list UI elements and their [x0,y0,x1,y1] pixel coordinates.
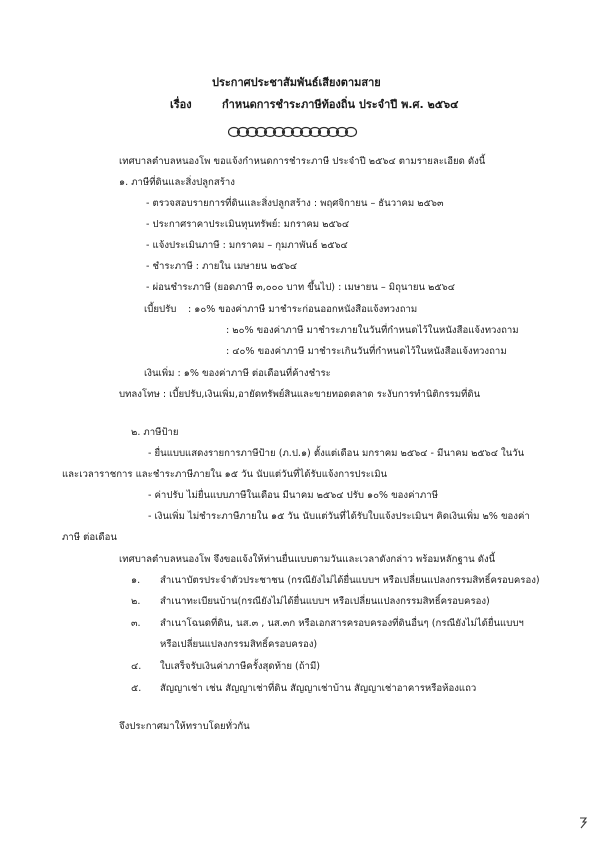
subject-label: เรื่อง [170,98,192,111]
document-item: สำเนาโฉนดที่ดิน, นส.๓ , นส.๓ก หรือเอกสารครอบครองที่ดินอื่นๆ (กรณียังไม่ได้ยื่นแบบฯ [160,618,524,629]
section1-item: - ตรวจสอบรายการที่ดินและสิ่งปลูกสร้าง : พฤศจิกายน – ธันวาคม ๒๕๖๓ [146,198,444,209]
page-mark-icon [578,816,588,830]
fine-rate: : ๔๐% ของค่าภาษี มาชำระเกินวันที่กำหนดไว้ในหนังสือแจ้งทวงถาม [226,346,507,357]
section1-item: - ผ่อนชำระภาษี (ยอดภาษี ๓,๐๐๐ บาท ขึ้นไป) : เมษายน – มิถุนายน ๒๕๖๔ [146,282,455,293]
intro-paragraph: เทศบาลตำบลหนองโพ ขอแจ้งกำหนดการชำระภาษี ประจำปี ๒๕๖๔ ตามรายละเอียด ดังนี้ [119,156,486,167]
document-item: สัญญาเช่า เช่น สัญญาเช่าที่ดิน สัญญาเช่าบ้าน สัญญาเช่าอาคารหรือห้องแถว [160,683,477,694]
closing-text: จึงประกาศมาให้ทราบโดยทั่วกัน [119,721,250,732]
document-item-number: ๒. [131,596,141,607]
document-item: สำเนาบัตรประจำตัวประชาชน (กรณียังไม่ได้ยื่นแบบฯ หรือเปลี่ยนแปลงกรรมสิทธิ์ครอบครอง) [160,575,540,586]
document-item-continued: หรือเปลี่ยนแปลงกรรมสิทธิ์ครอบครอง) [160,639,318,650]
signboard-filing-text: - ยื่นแบบแสดงรายการภาษีป้าย (ภ.ป.๑) ตั้งแต่เดือน มกราคม ๒๕๖๔ - มีนาคม ๒๕๖๔ ในวัน [148,448,525,459]
subject-text: กำหนดการชำระภาษีท้องถิ่น ประจำปี พ.ศ. ๒๕๖๔ [222,98,459,111]
document-item-number: ๔. [131,661,142,672]
fine-rate: : ๑๐% ของค่าภาษี มาชำระก่อนออกหนังสือแจ้งทวงถาม [188,304,418,315]
document-item: สำเนาทะเบียนบ้าน(กรณียังไม่ได้ยื่นแบบฯ หรือเปลี่ยนแปลงกรรมสิทธิ์ครอบครอง) [160,596,490,607]
fine-rate: : ๒๐% ของค่าภาษี มาชำระภายในวันที่กำหนดไว้ในหนังสือแจ้งทวงถาม [226,325,519,336]
section2-heading: ๒. ภาษีป้าย [131,427,179,438]
section1-item: - แจ้งประเมินภาษี : มกราคม – กุมภาพันธ์ ๒๕๖๔ [146,240,348,251]
signboard-surcharge-text: ภาษี ต่อเดือน [62,532,117,543]
fine-label: เบี้ยปรับ [144,304,177,315]
surcharge-text: เงินเพิ่ม : ๑% ของค่าภาษี ต่อเดือนที่ค้างชำระ [144,368,331,379]
signboard-fine-text: - ค่าปรับ ไม่ยื่นแบบภาษีในเดือน มีนาคม ๒๕๖๔ ปรับ ๑๐% ของค่าภาษี [148,490,438,501]
document-item-number: ๕. [131,683,142,694]
announcement-title: ประกาศประชาสัมพันธ์เสียงตามสาย [212,76,381,89]
chain-ornament-icon [228,125,360,139]
document-item-number: ๓. [131,618,141,629]
section1-item: - ประกาศราคาประเมินทุนทรัพย์: มกราคม ๒๕๖๔ [146,219,350,230]
document-item: ใบเสร็จรับเงินค่าภาษีครั้งสุดท้าย (ถ้ามี) [160,661,321,672]
section1-item: - ชำระภาษี : ภายใน เมษายน ๒๕๖๔ [146,261,298,272]
documents-intro: เทศบาลตำบลหนองโพ จึงขอแจ้งให้ท่านยื่นแบบตามวันและเวลาดังกล่าว พร้อมหลักฐาน ดังนี้ [119,554,496,565]
signboard-filing-text: และเวลาราชการ และชำระภาษีภายใน ๑๕ วัน นับแต่วันที่ได้รับแจ้งการประเมิน [62,469,388,480]
signboard-surcharge-text: - เงินเพิ่ม ไม่ชำระภาษีภายใน ๑๕ วัน นับแต่วันที่ได้รับใบแจ้งประเมินฯ คิดเงินเพิ่ม ๒% ของค่า [148,511,530,522]
penalty-text: บทลงโทษ : เบี้ยปรับ,เงินเพิ่ม,อายัดทรัพย์สินและขายทอดตลาด ระงับการทำนิติกรรมที่ดิน [119,389,481,400]
document-item-number: ๑. [131,575,141,586]
section1-heading: ๑. ภาษีที่ดินและสิ่งปลูกสร้าง [119,177,235,188]
